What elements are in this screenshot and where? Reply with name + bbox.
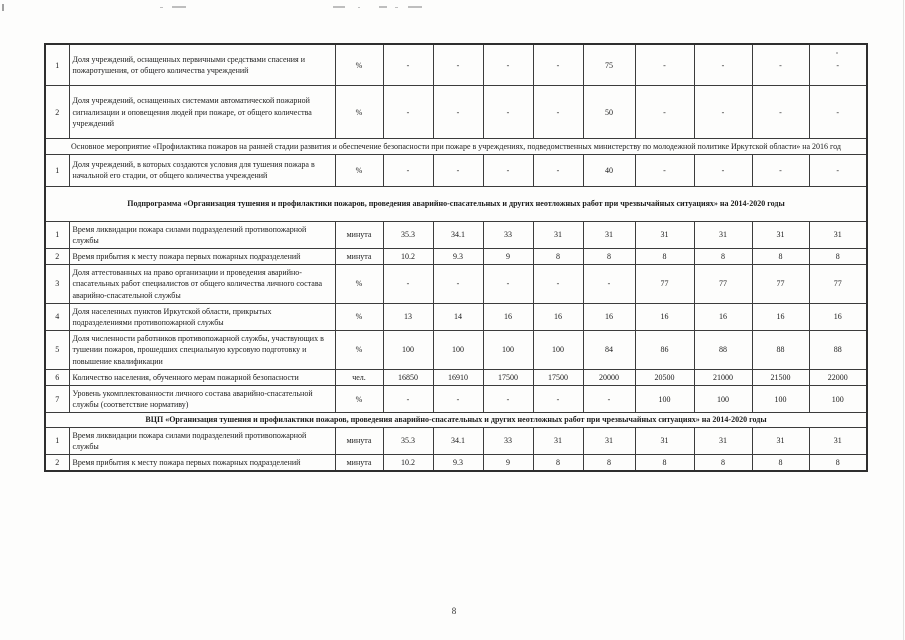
indicator-name-cell: Количество населения, обученного мерам пожарной безопасности — [69, 369, 335, 385]
row-number-cell: 4 — [45, 303, 69, 330]
value-cell: 100 — [694, 385, 752, 412]
value-cell: 13 — [383, 303, 433, 330]
value-cell: 8 — [635, 454, 694, 471]
unit-cell: % — [335, 265, 383, 304]
table-row — [45, 265, 867, 304]
indicator-name-cell: Время ликвидации пожара силами подразделений противопожарной службы — [69, 221, 335, 248]
unit-cell: % — [335, 331, 383, 370]
scan-artifact — [2, 4, 4, 11]
indicator-name-cell: Доля учреждений, оснащенных системами автоматической пожарной сигнализации и оповещения людей при пожаре, от общего количества учреждений — [69, 86, 335, 139]
row-number-cell: 2 — [45, 454, 69, 471]
value-cell: 100 — [752, 385, 809, 412]
table-row — [45, 155, 867, 186]
value-cell: - — [533, 385, 583, 412]
value-cell: 10.2 — [383, 249, 433, 265]
value-cell: 100 — [433, 331, 483, 370]
section-header-row — [45, 138, 867, 154]
unit-cell: % — [335, 385, 383, 412]
value-cell: 22000 — [809, 369, 867, 385]
value-cell: 20000 — [583, 369, 635, 385]
value-cell: 77 — [694, 265, 752, 304]
value-cell: 31 — [694, 221, 752, 248]
scan-artifact — [358, 7, 360, 8]
scan-artifact — [333, 6, 345, 8]
value-cell: 9.3 — [433, 454, 483, 471]
page-number: 8 — [451, 606, 457, 616]
unit-cell: чел. — [335, 369, 383, 385]
value-cell: 40 — [583, 155, 635, 186]
indicator-name-cell: Время прибытия к месту пожара первых пожарных подразделений — [69, 249, 335, 265]
value-cell: - — [533, 86, 583, 139]
value-cell: 8 — [635, 249, 694, 265]
value-cell: 77 — [809, 265, 867, 304]
unit-cell: % — [335, 155, 383, 186]
value-cell: - — [583, 385, 635, 412]
value-cell: - — [433, 385, 483, 412]
value-cell: - — [383, 86, 433, 139]
row-number-cell: 1 — [45, 155, 69, 186]
value-cell: - — [483, 155, 533, 186]
value-cell: 9.3 — [433, 249, 483, 265]
value-cell: 31 — [583, 427, 635, 454]
value-cell: - — [752, 86, 809, 139]
unit-cell: % — [335, 303, 383, 330]
indicator-name-cell: Доля численности работников противопожарной службы, участвующих в тушении пожаров, прошедших специальную курсовую подготовку и повышение квалификации — [69, 331, 335, 370]
unit-cell: минута — [335, 454, 383, 471]
value-cell: - — [809, 44, 867, 86]
value-cell: - — [383, 155, 433, 186]
unit-cell: минута — [335, 427, 383, 454]
scan-artifact — [160, 7, 163, 8]
value-cell: - — [694, 155, 752, 186]
value-cell: 8 — [809, 454, 867, 471]
value-cell: 16 — [635, 303, 694, 330]
row-number-cell: 2 — [45, 249, 69, 265]
value-cell: 84 — [583, 331, 635, 370]
row-number-cell: 1 — [45, 44, 69, 86]
value-cell: 31 — [583, 221, 635, 248]
value-cell: 77 — [635, 265, 694, 304]
value-cell: - — [694, 86, 752, 139]
value-cell: 100 — [383, 331, 433, 370]
value-cell: 31 — [752, 221, 809, 248]
value-cell: 100 — [483, 331, 533, 370]
table-row — [45, 303, 867, 330]
value-cell: - — [635, 155, 694, 186]
section-header: Основное мероприятие «Профилактика пожаров на ранней стадии развития и обеспечение безопасности при пожаре в учреждениях, подведомственных министерству по молодежной политике Иркутской области» на 2016 год — [45, 138, 867, 154]
value-cell: 17500 — [483, 369, 533, 385]
value-cell: 31 — [635, 221, 694, 248]
value-cell: 8 — [533, 454, 583, 471]
value-cell: 20500 — [635, 369, 694, 385]
value-cell: 86 — [635, 331, 694, 370]
unit-cell: % — [335, 86, 383, 139]
value-cell: 88 — [752, 331, 809, 370]
value-cell: 16 — [694, 303, 752, 330]
row-number-cell: 1 — [45, 221, 69, 248]
value-cell: 31 — [533, 427, 583, 454]
value-cell: - — [433, 265, 483, 304]
value-cell: 9 — [483, 249, 533, 265]
section-header: Подпрограмма «Организация тушения и профилактики пожаров, проведения аварийно-спасательных и других неотложных работ при чрезвычайных ситуациях» на 2014-2020 годы — [45, 186, 867, 221]
value-cell: 31 — [635, 427, 694, 454]
value-cell: 9 — [483, 454, 533, 471]
value-cell: 88 — [809, 331, 867, 370]
value-cell: 8 — [752, 249, 809, 265]
scan-artifact — [379, 6, 387, 8]
section-header-row — [45, 413, 867, 427]
value-cell: 31 — [694, 427, 752, 454]
indicator-name-cell: Время прибытия к месту пожара первых пожарных подразделений — [69, 454, 335, 471]
value-cell: 31 — [752, 427, 809, 454]
value-cell: 50 — [583, 86, 635, 139]
value-cell: 17500 — [533, 369, 583, 385]
value-cell: 31 — [809, 427, 867, 454]
value-cell: - — [433, 155, 483, 186]
unit-cell: минута — [335, 221, 383, 248]
value-cell: 16910 — [433, 369, 483, 385]
value-cell: - — [533, 265, 583, 304]
value-cell: 35.3 — [383, 221, 433, 248]
table-row — [45, 427, 867, 454]
value-cell: 16 — [809, 303, 867, 330]
value-cell: 34.1 — [433, 221, 483, 248]
scan-artifact — [408, 6, 422, 8]
indicator-name-cell: Уровень укомплектованности личного состава аварийно-спасательной службы (соответствие нормативу) — [69, 385, 335, 412]
value-cell: - — [809, 86, 867, 139]
value-cell: - — [433, 86, 483, 139]
page-edge-shadow — [903, 0, 904, 640]
value-cell: - — [635, 86, 694, 139]
scan-artifact — [395, 7, 398, 8]
value-cell: 16 — [483, 303, 533, 330]
value-cell: 34.1 — [433, 427, 483, 454]
value-cell: - — [483, 44, 533, 86]
unit-cell: минута — [335, 249, 383, 265]
indicator-name-cell: Доля населенных пунктов Иркутской области, прикрытых подразделениями противопожарной службы — [69, 303, 335, 330]
value-cell: - — [383, 265, 433, 304]
row-number-cell: 1 — [45, 427, 69, 454]
value-cell: - — [483, 86, 533, 139]
value-cell: 8 — [809, 249, 867, 265]
value-cell: 31 — [533, 221, 583, 248]
value-cell: 33 — [483, 427, 533, 454]
table-row — [45, 369, 867, 385]
table-row — [45, 249, 867, 265]
table-row — [45, 44, 867, 86]
value-cell: - — [383, 385, 433, 412]
table-row — [45, 385, 867, 412]
value-cell: 35.3 — [383, 427, 433, 454]
indicators-table-body — [45, 44, 867, 471]
value-cell: 77 — [752, 265, 809, 304]
section-header: ВЦП «Организация тушения и профилактики пожаров, проведения аварийно-спасательных и других неотложных работ при чрезвычайных ситуациях» на 2014-2020 годы — [45, 413, 867, 427]
indicator-name-cell: Доля аттестованных на право организации и проведения аварийно-спасательных работ специалистов от общего количества личного состава аварийно-спасательной службы — [69, 265, 335, 304]
row-number-cell: 5 — [45, 331, 69, 370]
row-number-cell: 6 — [45, 369, 69, 385]
indicator-name-cell: Время ликвидации пожара силами подразделений противопожарной службы — [69, 427, 335, 454]
row-number-cell: 3 — [45, 265, 69, 304]
value-cell: - — [809, 155, 867, 186]
value-cell: 21000 — [694, 369, 752, 385]
value-cell: 75 — [583, 44, 635, 86]
value-cell: 8 — [694, 249, 752, 265]
value-cell: - — [752, 44, 809, 86]
value-cell: 100 — [809, 385, 867, 412]
value-cell: - — [533, 44, 583, 86]
value-cell: - — [752, 155, 809, 186]
value-cell: 8 — [694, 454, 752, 471]
value-cell: 16 — [533, 303, 583, 330]
row-number-cell: 2 — [45, 86, 69, 139]
value-cell: 100 — [635, 385, 694, 412]
row-number-cell: 7 — [45, 385, 69, 412]
value-cell: 31 — [809, 221, 867, 248]
value-cell: 16 — [752, 303, 809, 330]
value-cell: - — [533, 155, 583, 186]
value-cell: - — [433, 44, 483, 86]
value-cell: 8 — [583, 454, 635, 471]
table-row — [45, 221, 867, 248]
value-cell: - — [694, 44, 752, 86]
section-header-row — [45, 186, 867, 221]
scan-artifact — [172, 6, 186, 8]
value-cell: - — [483, 385, 533, 412]
value-cell: 10.2 — [383, 454, 433, 471]
value-cell: 16 — [583, 303, 635, 330]
value-cell: 8 — [583, 249, 635, 265]
value-cell: - — [483, 265, 533, 304]
value-cell: 88 — [694, 331, 752, 370]
value-cell: 8 — [752, 454, 809, 471]
value-cell: 16850 — [383, 369, 433, 385]
indicators-table — [44, 43, 868, 472]
value-cell: 21500 — [752, 369, 809, 385]
table-row — [45, 454, 867, 471]
indicator-name-cell: Доля учреждений, оснащенных первичными средствами спасения и пожаротушения, от общего количества учреждений — [69, 44, 335, 86]
unit-cell: % — [335, 44, 383, 86]
value-cell: 33 — [483, 221, 533, 248]
value-cell: 8 — [533, 249, 583, 265]
table-row — [45, 86, 867, 139]
table-row — [45, 331, 867, 370]
indicator-name-cell: Доля учреждений, в которых создаются условия для тушения пожара в начальной его стадии, от общего количества учреждений — [69, 155, 335, 186]
value-cell: - — [635, 44, 694, 86]
value-cell: - — [383, 44, 433, 86]
value-cell: 14 — [433, 303, 483, 330]
value-cell: 100 — [533, 331, 583, 370]
value-cell: - — [583, 265, 635, 304]
